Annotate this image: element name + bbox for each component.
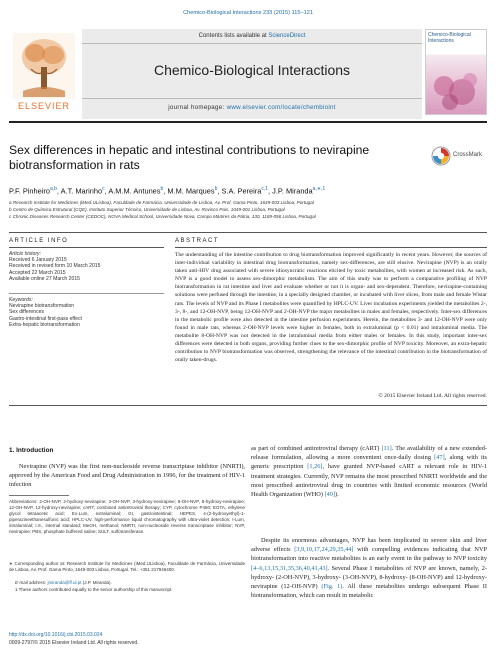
- header-divider-lower: [82, 98, 422, 99]
- introduction-paragraph-right-2: [251, 536, 487, 600]
- author-name[interactable]: M.M. Marques: [167, 186, 215, 196]
- intro-text-segment: . All these metabolites undergo subsequent Phase II biotransformation, which can result in metabolic: [251, 583, 487, 600]
- header-rule: [9, 121, 487, 123]
- abstract-copyright: © 2015 Elsevier Ireland Ltd. All rights reserved.: [378, 393, 487, 399]
- abstract-heading: ABSTRACT: [175, 238, 220, 244]
- author-list: P.F. Pinheiro$^{a,b}$, A.T. Marinho$^c$, A.M.M. Antunes$^b$, M.M. Marques$^b$, S.A. Pereira$^{c,1}$, J.P. Miranda$^{a,∗,1}$: [9, 186, 326, 196]
- citation-link[interactable]: [4–6,13,15,31,35,36,40,41,43]: [251, 564, 328, 572]
- keyword-item: Gastro-intestinal first-pass effect: [9, 315, 82, 322]
- history-received: Received 6 January 2015: [9, 257, 67, 264]
- article-info-heading: ARTICLE INFO: [9, 238, 69, 244]
- journal-homepage-link[interactable]: www.elsevier.com/locate/chembioint: [226, 104, 336, 111]
- section-rule-bottom: [9, 405, 487, 406]
- keywords-block: [9, 297, 164, 328]
- cover-artwork-icon: [430, 68, 482, 112]
- author-name[interactable]: S.A. Pereira: [221, 186, 262, 196]
- author-affiliation-marker[interactable]: c: [102, 186, 105, 192]
- intro-text-segment: as part of combined antiretroviral therapy (cART): [251, 445, 382, 452]
- introduction-heading: 1. Introduction: [9, 447, 54, 454]
- header-divider: [82, 43, 422, 44]
- footnote-rule: [9, 495, 69, 496]
- figure-link[interactable]: (Fig. 1): [321, 583, 343, 591]
- article-title: Sex differences in hepatic and intestinal contributions to nevirapine biotransformation in rats: [9, 143, 370, 172]
- sciencedirect-link[interactable]: ScienceDirect: [268, 33, 306, 39]
- contents-line: [82, 33, 422, 39]
- citation-link[interactable]: [3,9,10,17,24,29,35,44]: [294, 546, 354, 554]
- history-online: Available online 27 March 2015: [9, 275, 80, 282]
- section-rule-top: [9, 232, 487, 233]
- crossmark-label: CrossMark: [453, 152, 483, 158]
- email-suffix: (J.P. Miranda).: [81, 580, 112, 585]
- intro-text-segment: . The availability of a new extended-release formulation, allowing a more convenient once-daily dosing: [251, 445, 487, 462]
- introduction-paragraph-left: Nevirapine (NVP) was the first non-nucleoside reverse transcriptase inhibitor (NNRTI), approved by the American Food and Drug Administration in 1996, for the treatment of HIV-1 infection: [9, 463, 245, 489]
- history-label: Article history:: [9, 251, 41, 257]
- author-affiliation-marker[interactable]: b: [214, 186, 218, 192]
- elsevier-wordmark: ELSEVIER: [17, 101, 71, 111]
- crossmark-icon: [431, 146, 451, 166]
- crossmark-badge[interactable]: [431, 146, 483, 166]
- abstract-rule: [175, 247, 487, 248]
- journal-reference[interactable]: Chemico-Biological Interactions 233 (2015) 115–121: [183, 10, 313, 16]
- doi-link[interactable]: http://dx.doi.org/10.1016/j.cbi.2015.03.024: [9, 632, 103, 638]
- abbreviations-footnote: Abbreviations: 2-OH-NVP, 2-hydroxy-nevirapine; 3-OH-NVP, 3-hydroxy-nevirapine; 8-OH-NVP, 8-hydroxy-nevirapine; 12-OH-NVP, 12-hydroxy-nevirapine; cART, combined antiretroviral therapy; CYP, cytochrome P450; EGTA, ethylene glycol tetraacetic acid; Ex-Lum, extraluminal; GI, gastrointestinal; HEPES, 4-(2-hydroxyethyl)-1-piperazineethanesulfonic acid; HPLC-UV, high-performance liquid chromatography with ultra-violet detection; I-Lum, intraluminal; I.S., internal standard; MeOH, methanol; NNRTI, non-nucleoside reverse transcriptase inhibitor; NVP, nevirapine; PBS, phosphate buffered saline; SULT, sulfotransferase.: [9, 499, 245, 534]
- keyword-item: Extra-hepatic biotransformation: [9, 321, 80, 328]
- footer-copyright: 0009-2797/© 2015 Elsevier Ireland Ltd. All rights reserved.: [9, 640, 139, 646]
- intro-text-segment: with compelling evidences indicating that NVP biotransformation into reactive metabolites is an early event in the pathway to NVP toxicity: [251, 546, 487, 563]
- affiliation-b: b Centro de Química Estrutural (CQE), Instituto Superior Técnico, Universidade de Lisboa, Av. Rovisco Pais, 1049-001 Lisboa, Portugal: [9, 207, 285, 212]
- intro-text-segment: ).: [335, 491, 339, 499]
- history-accepted: Accepted 22 March 2015: [9, 269, 66, 276]
- journal-cover-title: Chemico-Biological Interactions: [428, 32, 471, 44]
- email-prefix: E-mail address:: [15, 580, 48, 585]
- intro-text-segment: , along with its generic prescription: [251, 454, 487, 471]
- author-email-link[interactable]: jmiranda@ff.ul.pt: [47, 580, 82, 585]
- affiliation-c: c Chronic Diseases Research Center (CEDOC), NOVA Medical School, Universidade Nova, Campo Mártires da Pátria, 130, 1169-056 Lisboa, Portugal: [9, 214, 316, 219]
- citation-link[interactable]: [49]: [324, 491, 335, 499]
- abstract-text: The understanding of the intestine contribution to drug biotransformation improved significantly in recent years. However, the sources of inter-individual variability in intestinal drug biotransformation, namely sex-differences, are still elusive. Nevirapine (NVP) is an orally taken anti-HIV drug associated with severe idiosyncratic reactions elicited by toxic metabolites, with women at increased risk. As such, NVP is a good model to assess sex-dimorphic metabolism. The aim of this study was to perform a comparative profiling of NVP biotransformation in rat intestine and liver and evaluate whether or not it is organ- and sex-dependent. Therefore, nevirapine-containing solutions were perfused through the intestine, in a specially designed chamber, or incubated with liver slices, from male and female Wistar rats. The levels of NVP and its Phase I metabolites were quantified by HPLC-UV. Liver incubation experiments yielded the metabolites 2-, 3-, 8-, and 12-OH-NVP, being 12-OH-NVP and 2-OH-NVP the major metabolites in males and females, respectively. Inter-sex differences in the metabolic profile were also detected in the intestine perfusion experiments. Herein, the metabolites 3- and 12-OH-NVP were only found in male rats, whereas 2-OH-NVP levels were higher in females, both in extraluminal (p < 0.01) and intraluminal media. The metabolite 8-OH-NVP was not detected in the intraluminal media from either males or females. In this study, important inter-sex differences were detected in both organs, providing further clues to the sex-dimorphic profile of NVP toxicity. Moreover, an extra-hepatic contribution to NVP biotransformation was observed, strengthening the relevance of the intestinal contribution in the biotransformation of orally taken-drugs.: [175, 252, 487, 364]
- keyword-item: Nevirapine biotransformation: [9, 303, 75, 310]
- intro-text-segment: , have granted NVP-based cART a relevant role in HIV-1 treatment strategies. Currently, NVP remains the most prescribed NNRTI worldwide and the most prescribed antiretroviral drug in countries with limited economic resources (World Health Organization (WHO): [251, 463, 487, 499]
- author-affiliation-marker[interactable]: a,∗,1: [312, 186, 326, 192]
- author-name[interactable]: J.P. Miranda: [272, 186, 313, 196]
- history-revised: Received in revised form 10 March 2015: [9, 263, 101, 270]
- article-info-rule: [9, 247, 164, 248]
- elsevier-logo[interactable]: [9, 29, 79, 115]
- author-name[interactable]: A.M.M. Antunes: [108, 186, 161, 196]
- journal-homepage-line: [82, 104, 422, 111]
- equal-contribution-footnote: 1 These authors contributed equally to the senior authorship of this manuscript.: [15, 587, 173, 592]
- keywords-rule: [9, 293, 164, 294]
- contents-prefix: Contents lists available at: [198, 33, 269, 39]
- homepage-prefix: journal homepage:: [168, 104, 227, 111]
- introduction-paragraph-right-1: [251, 444, 487, 499]
- intro-text-segment: . Several Phase I metabolites of NVP are known, namely, 2-hydroxy- (2-OH-NVP), 3-hydroxy- (3-OH-NVP), 8-hydroxy- (8-OH-NVP) and 12-hydroxy-nevirapine (12-OH-NVP): [251, 564, 487, 591]
- author-affiliation-marker[interactable]: c,1: [261, 186, 269, 192]
- keyword-item: Sex differences: [9, 309, 45, 316]
- author-affiliation-marker[interactable]: a,b: [49, 186, 57, 192]
- intro-text-segment: Despite its enormous advantages, NVP has been implicated in severe skin and liver adverse effects: [251, 537, 487, 554]
- keywords-label: Keywords:: [9, 297, 33, 303]
- email-footnote: [9, 580, 245, 586]
- affiliation-a: a Research Institute for Medicines (iMed.ULisboa), Faculdade de Farmácia, Universidade de Lisboa, Av. Prof. Gama Pinto, 1649-003 Lisboa, Portugal: [9, 200, 314, 205]
- author-affiliation-marker[interactable]: b: [160, 186, 164, 192]
- citation-link[interactable]: [47]: [434, 454, 445, 462]
- corresponding-author-footnote: ∗ Corresponding author at: Research Institute for Medicines (iMed.ULisboa), Faculdade de Farmácia, Universidade de Lisboa, Av. Prof. Gama Pinto, 1649-003 Lisboa, Portugal. Tel.: +351 217946400.: [9, 561, 245, 572]
- article-history: [9, 251, 164, 282]
- citation-link[interactable]: [1,26]: [307, 463, 323, 471]
- author-name[interactable]: P.F. Pinheiro: [9, 186, 50, 196]
- journal-title: Chemico-Biological Interactions: [153, 62, 351, 78]
- citation-link[interactable]: [11]: [381, 445, 392, 452]
- author-name[interactable]: A.T. Marinho: [60, 186, 103, 196]
